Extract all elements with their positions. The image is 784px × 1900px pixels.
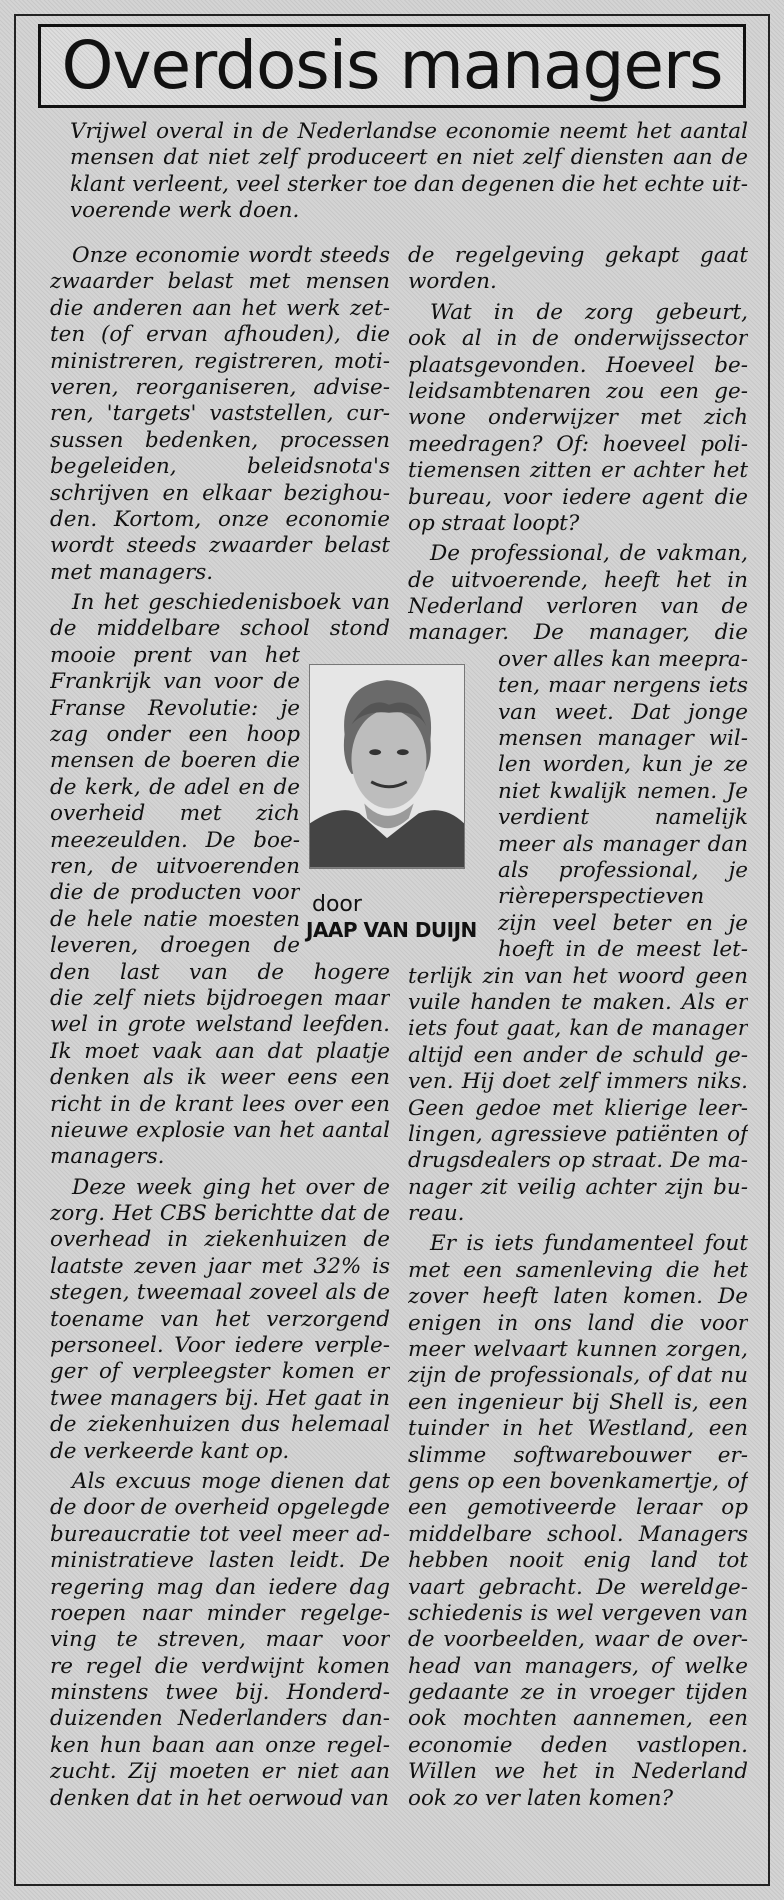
left-column-line: roepen naar minder regelge- (50, 1600, 390, 1626)
right-column-line: leidsambtenaren zou een ge- (408, 378, 748, 404)
right-column-line: op straat loopt? (408, 510, 580, 536)
right-column-line: nager zit veilig achter zijn bu- (408, 1174, 748, 1200)
right-column-line: enigen in ons land die voor (408, 1310, 748, 1336)
right-column-line: reau. (408, 1201, 465, 1227)
right-column (408, 243, 748, 1812)
right-column-line: Er is iets fundamenteel fout (430, 1231, 748, 1257)
left-column-line: zorg. Het CBS berichtte dat de (50, 1201, 390, 1227)
left-column-line: stegen, tweemaal zoveel als de (50, 1280, 390, 1306)
headline: Overdosis managers (61, 27, 723, 104)
intro-line: voerende werk doen. (70, 198, 300, 224)
left-column-line: nieuwe explosie van het aantal (50, 1117, 390, 1143)
right-column-line: ven. Hij doet zelf immers niks. (408, 1069, 748, 1095)
right-column-line: meer als manager dan (498, 831, 748, 857)
right-column-line: lingen, agressieve patiënten of (408, 1121, 748, 1147)
left-column-line: de door de overheid opgelegde (50, 1495, 390, 1521)
right-column-line: mensen manager wil- (498, 726, 748, 752)
left-column-line: minstens twee bij. Honderd- (50, 1680, 390, 1706)
left-column-line: ken hun baan aan onze regel- (50, 1732, 390, 1758)
left-column-line: sussen bedenken, processen (50, 427, 390, 453)
right-column-line: over alles kan meepra- (498, 646, 748, 672)
right-column-line: tuinder in het Westland, een (408, 1416, 748, 1442)
right-column-line: altijd een ander de schuld ge- (408, 1042, 748, 1068)
right-column-line: ook mochten aannemen, een (408, 1706, 748, 1732)
left-column-line: meezeulden. De boe- (50, 827, 300, 853)
left-column-line: den. Kortom, onze economie (50, 506, 390, 532)
right-column-line: iets fout gaat, kan de manager (408, 1016, 748, 1042)
right-column-line: een gemotiveerde leraar op (408, 1495, 748, 1521)
left-column-line: die zelf niets bijdroegen maar (50, 985, 390, 1011)
right-column-line: head van managers, of welke (408, 1653, 748, 1679)
right-column-line: len worden, kun je ze (498, 752, 748, 778)
left-column-line: toename van het verzorgend (50, 1306, 390, 1332)
right-column-line: middelbare school. Managers (408, 1521, 748, 1547)
right-column-line: hebben nooit enig land tot (408, 1548, 748, 1574)
byline-author: JAAP VAN DUIJN (306, 918, 477, 942)
left-column-line: wordt steeds zwaarder belast (50, 533, 390, 559)
left-column-line: duizenden Nederlanders dan- (50, 1706, 390, 1732)
left-column-line: richt in de krant lees over een (50, 1091, 390, 1117)
right-column-line: Nederland verloren van de (408, 594, 748, 620)
left-column-line: met managers. (50, 559, 214, 585)
right-column-line: zover heeft laten komen. De (408, 1284, 748, 1310)
left-column-line: denken dat in het oerwoud van (50, 1785, 389, 1811)
right-column-line: terlijk zin van het woord geen (408, 963, 748, 989)
right-column-line: verdient namelijk (498, 805, 748, 831)
right-column-line: met een samenleving die het (408, 1257, 748, 1283)
right-column-line: Wat in de zorg gebeurt, (430, 299, 748, 325)
left-column-line: ving te streven, maar voor (50, 1627, 390, 1653)
headline-box (38, 24, 746, 108)
right-column-line: bureau, voor iedere agent die (408, 484, 748, 510)
right-column-line: ook al in de onderwijssector (408, 326, 748, 352)
left-column-line: schrijven en elkaar bezighou- (50, 480, 390, 506)
left-column-line: regering mag dan iedere dag (50, 1574, 390, 1600)
left-column-line: den last van de hogere (50, 959, 390, 985)
right-column-line: tiemensen zitten er achter het (408, 458, 748, 484)
left-column-line: denken als ik weer eens een (50, 1065, 390, 1091)
left-column-line: ren, 'targets' vaststellen, cur- (50, 401, 390, 427)
right-column-line: rièreperspectieven (498, 884, 705, 910)
right-column-line: ten, maar nergens iets (498, 673, 748, 699)
left-column-line: ministreren, registreren, moti- (50, 348, 390, 374)
left-column-line: Franse Revolutie: je (50, 695, 300, 721)
right-column-line: gedaante ze in vroeger tijden (408, 1680, 748, 1706)
left-column-line: wel in grote welstand leefden. (50, 1012, 390, 1038)
left-column-line: re regel die verdwijnt komen (50, 1653, 390, 1679)
right-column-line: hoeft in de meest let- (498, 937, 748, 963)
left-column-line: die anderen aan het werk zet- (50, 295, 390, 321)
intro-line: Vrijwel overal in de Nederlandse economie neemt het aantal (70, 119, 748, 144)
left-column-line: die de producten voor (50, 880, 300, 906)
left-column-line: Deze week ging het over de (72, 1174, 390, 1200)
right-column-line: manager. De manager, die (408, 620, 748, 646)
left-column-line: Onze economie wordt steeds (72, 243, 390, 268)
left-column-line: ministratieve lasten leidt. De (50, 1548, 390, 1574)
right-column-line: de uitvoerende, heeft het in (408, 567, 748, 593)
right-column-line: De professional, de vakman, (430, 541, 748, 567)
byline-prefix: door (312, 892, 362, 917)
left-column-line: de hele natie moesten (50, 906, 300, 932)
left-column-line: ten (of ervan afhouden), die (50, 322, 390, 348)
left-column-line: Ik moet vaak aan dat plaatje (50, 1038, 390, 1064)
intro-line: mensen dat niet zelf produceert en niet zelf diensten aan de (70, 145, 748, 171)
right-column-line: zijn veel beter en je (498, 910, 748, 936)
right-column-line: zijn de professionals, of dat nu (408, 1363, 748, 1389)
right-column-line: van weet. Dat jonge (498, 699, 748, 725)
right-column-line: ook zo ver laten komen? (408, 1785, 674, 1811)
right-column-line: schiedenis is wel vergeven van (408, 1600, 748, 1626)
right-column-line: de regelgeving gekapt gaat (408, 243, 748, 268)
left-column-line: bureaucratie tot veel meer ad- (50, 1521, 390, 1547)
left-column-line: begeleiden, beleidsnota's (50, 454, 390, 480)
left-column-line: personeel. Voor iedere verple- (50, 1333, 390, 1359)
left-column-line: veren, reorganiseren, advise- (50, 374, 390, 400)
left-column-line: mensen de boeren die (50, 748, 300, 774)
left-column-line: mooie prent van het (50, 642, 300, 668)
left-column-line: zag onder een hoop (50, 722, 300, 748)
left-column-line: laatste zeven jaar met 32% is (50, 1253, 390, 1279)
intro-paragraph (70, 118, 748, 224)
left-column-line: de verkeerde kant op. (50, 1438, 290, 1464)
left-column-line: Als excuus moge dienen dat (72, 1468, 390, 1494)
right-column-line: worden. (408, 269, 497, 295)
right-column-line: een ingenieur bij Shell is, een (408, 1389, 748, 1415)
author-photo (309, 664, 465, 869)
right-column-line: economie deden vastlopen. (408, 1732, 748, 1758)
left-column-line: ren, de uitvoerenden (50, 853, 300, 879)
right-column-line: plaatsgevonden. Hoeveel be- (408, 352, 748, 378)
left-column-line: overheid met zich (50, 801, 300, 827)
left-column-line: zucht. Zij moeten er niet aan (50, 1759, 390, 1785)
intro-line: klant verleent, veel sterker toe dan degenen die het echte uit- (70, 171, 748, 197)
left-column-line: de middelbare school stond (50, 616, 390, 642)
left-column-line: overhead in ziekenhuizen de (50, 1227, 390, 1253)
left-column-line: de ziekenhuizen dus helemaal (50, 1412, 390, 1438)
left-column-line: de kerk, de adel en de (50, 774, 300, 800)
right-column-line: als professional, je (498, 857, 748, 883)
author-portrait-image (310, 665, 464, 868)
left-column-line: leveren, droegen de (50, 933, 300, 959)
left-column-line: In het geschiedenisboek van (72, 590, 390, 616)
left-column-line: twee managers bij. Het gaat in (50, 1385, 390, 1411)
right-column-line: vuile handen te maken. Als er (408, 989, 748, 1015)
left-column-line: ger of verpleegster komen er (50, 1359, 390, 1385)
right-column-line: vaart gebracht. De wereldge- (408, 1574, 748, 1600)
right-column-line: gens op een bovenkamertje, of (408, 1468, 748, 1494)
right-column-line: Willen we het in Nederland (408, 1759, 748, 1785)
right-column-line: slimme softwarebouwer er- (408, 1442, 748, 1468)
left-column (50, 243, 390, 1812)
left-column-line: zwaarder belast met mensen (50, 269, 390, 295)
right-column-line: Geen gedoe met klierige leer- (408, 1095, 748, 1121)
left-column-line: managers. (50, 1144, 165, 1170)
right-column-line: niet kwalijk nemen. Je (498, 778, 748, 804)
right-column-line: drugsdealers op straat. De ma- (408, 1148, 748, 1174)
right-column-line: meer welvaart kunnen zorgen, (408, 1337, 748, 1363)
right-column-line: de voorbeelden, waar de over- (408, 1627, 748, 1653)
left-column-line: Frankrijk van voor de (50, 669, 300, 695)
right-column-line: meedragen? Of: hoeveel poli- (408, 431, 748, 457)
right-column-line: wone onderwijzer met zich (408, 405, 748, 431)
